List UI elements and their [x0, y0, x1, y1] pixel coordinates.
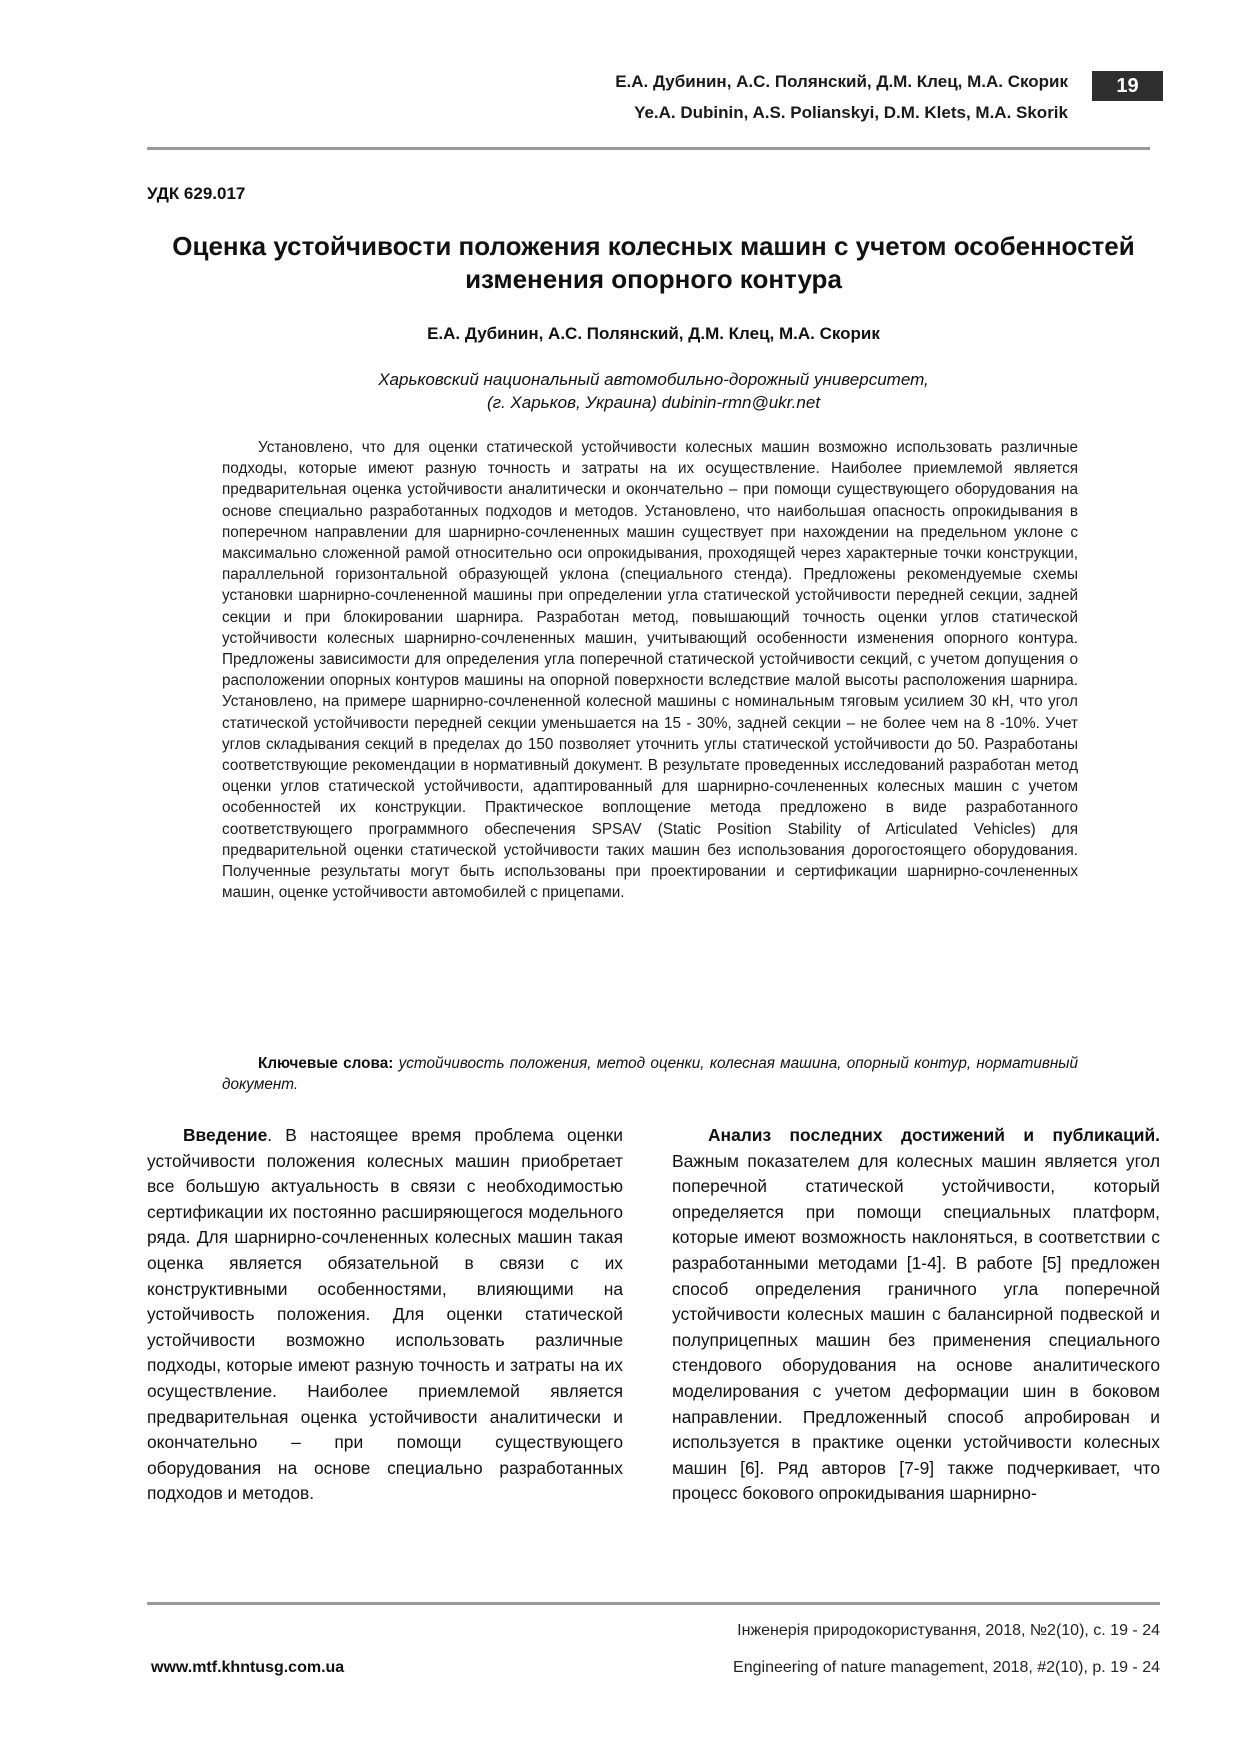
- section-text-intro: . В настоящее время проблема оценки устойчивости положения колесных машин приобретает все большую актуальность в связи с необходимостью сертификации их постоянно расширяющегося модельного ряда. Для шарнирно-сочлененных колесных машин такая оценка является обязательной в связи с их конструктивными особенностями, влияющими на устойчивость положения. Для оценки статической устойчивости возможно использовать различные подходы, которые имеют разную точность и затраты на их осуществление. Наиболее приемлемой является предварительная оценка устойчивости аналитически и окончательно – при помощи существующего оборудования на основе специально разработанных подходов и методов.: [147, 1125, 623, 1504]
- body-column-right: [672, 1123, 1160, 1507]
- keywords-label: Ключевые слова:: [258, 1055, 394, 1072]
- keywords: [222, 1053, 1078, 1095]
- running-header-authors-ru: Е.А. Дубинин, А.С. Полянский, Д.М. Клец, М.А. Скорик: [615, 72, 1068, 91]
- abstract: [222, 437, 1078, 903]
- journal-reference-en: Engineering of nature management, 2018, #2(10), p. 19 - 24: [733, 1659, 1160, 1676]
- journal-reference-ua: Інженерія природокористування, 2018, №2(10), с. 19 - 24: [737, 1622, 1160, 1639]
- abstract-text: Установлено, что для оценки статической устойчивости колесных машин возможно использовать различные подходы, которые имеют разную точность и затраты на их осуществление. Наиболее приемлемой является предварительная оценка устойчивости аналитически и окончательно – при помощи существующего оборудования на основе специально разработанных подходов и методов. Установлено, что наибольшая опасность опрокидывания в поперечном направлении для шарнирно-сочлененных машин существует при нахождении на предельном уклоне с максимально сложенной рамой относительно оси опрокидывания, проходящей через характерные точки конструкции, параллельной горизонтальной образующей уклона (специального стенда). Предложены рекомендуемые схемы установки шарнирно-сочлененной машины при определении угла статической устойчивости передней секции, задней секции и при блокировании шарнира. Разработан метод, повышающий точность оценки углов статической устойчивости колесных шарнирно-сочлененных машин, учитывающий особенности изменения опорного контура. Предложены зависимости для определения угла поперечной статической устойчивости секций, с учетом допущения о расположении опорных контуров машины на опорной поверхности вследствие малой высоты расположения шарнира. Установлено, на примере шарнирно-сочлененной колесной машины с номинальным тяговым усилием 30 кН, что угол статической устойчивости передней секции уменьшается на 15 - 30%, задней секции – не более чем на 8 -10%. Учет углов складывания секций в пределах до 150 позволяет уточнить углы статической устойчивости до 50. Разработаны соответствующие рекомендации в нормативный документ. В результате проведенных исследований разработан метод оценки углов статической устойчивости, адаптированный для шарнирно-сочлененных колесных машин с учетом особенностей их конструкции. Практическое воплощение метода предложено в виде разработанного соответствующего программного обеспечения SPSAV (Static Position Stability of Articulated Vehicles) для предварительной оценки статической устойчивости таких машин без использования дорогостоящего оборудования. Полученные результаты могут быть использованы при проектировании и сертификации шарнирно-сочлененных машин, оценке устойчивости автомобилей с прицепами.: [222, 439, 1078, 902]
- article-authors: Е.А. Дубинин, А.С. Полянский, Д.М. Клец, М.А. Скорик: [427, 324, 880, 343]
- page-number-badge: 19: [1092, 71, 1163, 101]
- section-text-analysis: Важным показателем для колесных машин является угол поперечной статической устойчивости, который определяется при помощи специальных платформ, которые имеют возможность наклоняться, в соответствии с разработанными методами [1-4]. В работе [5] предложен способ определения граничного угла поперечной устойчивости колесных машин с балансирной подвеской и полуприцепных машин без применения специального стендового оборудования на основе аналитического моделирования с учетом деформации шин в боковом направлении. Предложенный способ апробирован и используется в практике оценки устойчивости колесных машин [6]. Ряд авторов [7-9] также подчеркивает, что процесс бокового опрокидывания шарнирно-: [672, 1150, 1160, 1504]
- footer-rule: [147, 1602, 1160, 1605]
- header-rule: [147, 147, 1150, 150]
- body-column-left: [147, 1123, 623, 1507]
- section-heading-intro: Введение: [183, 1125, 268, 1145]
- section-heading-analysis: Анализ последних достижений и публикаций.: [708, 1125, 1160, 1145]
- article-title: Оценка устойчивости положения колесных машин с учетом особенностей изменения опорного контура: [172, 231, 1135, 294]
- running-header-authors-en: Ye.A. Dubinin, A.S. Polianskyi, D.M. Klets, M.A. Skorik: [634, 103, 1068, 122]
- affiliation: [147, 368, 1160, 414]
- affiliation-institution: Харьковский национальный автомобильно-дорожный университет,: [378, 370, 929, 389]
- journal-url[interactable]: www.mtf.khntusg.com.ua: [151, 1659, 345, 1676]
- keywords-text: устойчивость положения, метод оценки, колесная машина, опорный контур, нормативный документ.: [222, 1055, 1079, 1094]
- affiliation-location-email: (г. Харьков, Украина) dubinin-rmn@ukr.net: [486, 393, 821, 412]
- udc-code: УДК 629.017: [147, 184, 246, 203]
